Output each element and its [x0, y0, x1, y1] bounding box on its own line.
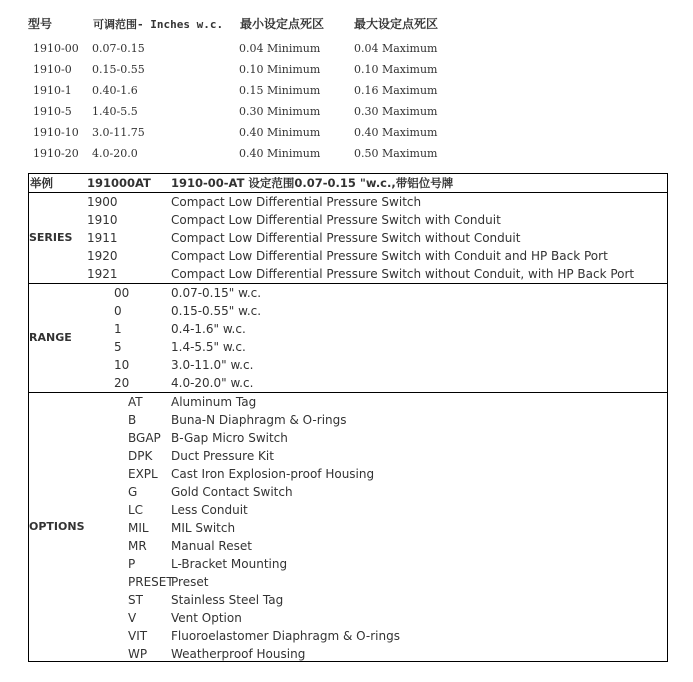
series-code: 1911: [87, 231, 118, 245]
list-item: [29, 393, 667, 411]
option-desc: Vent Option: [171, 611, 242, 625]
option-desc: Weatherproof Housing: [171, 647, 306, 661]
spec-min: 0.40 Minimum: [239, 126, 321, 139]
range-code: 00: [114, 286, 130, 300]
list-item: [29, 229, 667, 247]
spec-row: [0, 80, 693, 101]
list-item: [29, 356, 667, 374]
option-code: G: [128, 485, 138, 499]
range-code: 20: [114, 376, 130, 390]
option-code: P: [128, 557, 136, 571]
spec-range: 0.15-0.55: [92, 63, 145, 76]
list-item: [29, 465, 667, 483]
range-desc: 0.15-0.55" w.c.: [171, 304, 262, 318]
list-item: [29, 501, 667, 519]
range-code: 0: [114, 304, 122, 318]
option-code: BGAP: [128, 431, 161, 445]
option-desc: Gold Contact Switch: [171, 485, 293, 499]
spec-max: 0.16 Maximum: [354, 84, 438, 97]
range-code: 5: [114, 340, 122, 354]
example-description: 1910-00-AT 设定范围0.07-0.15 "w.c.,带铝位号牌: [171, 176, 454, 190]
option-code: AT: [128, 395, 143, 409]
series-desc: Compact Low Differential Pressure Switch without Conduit: [171, 231, 521, 245]
option-code: B: [128, 413, 137, 427]
option-desc: L-Bracket Mounting: [171, 557, 288, 571]
option-desc: MIL Switch: [171, 521, 236, 535]
spec-range: 0.40-1.6: [92, 84, 138, 97]
spec-max: 0.10 Maximum: [354, 63, 438, 76]
option-desc: Duct Pressure Kit: [171, 449, 274, 463]
option-code: EXPL: [128, 467, 158, 481]
range-code: 1: [114, 322, 122, 336]
spec-min: 0.15 Minimum: [239, 84, 321, 97]
spec-range: 4.0-20.0: [92, 147, 138, 160]
option-desc: Less Conduit: [171, 503, 248, 517]
series-desc: Compact Low Differential Pressure Switch: [171, 195, 422, 209]
option-code: PRESET: [128, 575, 174, 589]
option-desc: Cast Iron Explosion-proof Housing: [171, 467, 375, 481]
example-code: 191000AT: [87, 176, 151, 190]
list-item: [29, 447, 667, 465]
list-item: [29, 573, 667, 591]
range-label: RANGE: [29, 331, 72, 344]
option-code: DPK: [128, 449, 153, 463]
series-code: 1910: [87, 213, 118, 227]
range-desc: 3.0-11.0" w.c.: [171, 358, 254, 372]
spec-model: 1910-00: [33, 42, 79, 55]
list-item: [29, 302, 667, 320]
range-section: [29, 283, 667, 393]
range-desc: 0.07-0.15" w.c.: [171, 286, 262, 300]
spec-row: [0, 59, 693, 80]
list-item: [29, 374, 667, 392]
option-code: VIT: [128, 629, 148, 643]
series-code: 1920: [87, 249, 118, 263]
range-desc: 1.4-5.5" w.c.: [171, 340, 246, 354]
spec-min: 0.04 Minimum: [239, 42, 321, 55]
list-item: [29, 429, 667, 447]
option-desc: Buna-N Diaphragm & O-rings: [171, 413, 347, 427]
spec-header-range: 可调范围- Inches w.c.: [93, 18, 224, 31]
option-code: MR: [128, 539, 147, 553]
spec-row: [0, 101, 693, 122]
option-desc: Aluminum Tag: [171, 395, 257, 409]
option-desc: Manual Reset: [171, 539, 252, 553]
list-item: [29, 591, 667, 609]
list-item: [29, 247, 667, 265]
option-code: V: [128, 611, 137, 625]
list-item: [29, 609, 667, 627]
list-item: [29, 284, 667, 302]
spec-model: 1910-0: [33, 63, 72, 76]
spec-max: 0.04 Maximum: [354, 42, 438, 55]
list-item: [29, 320, 667, 338]
ordering-table: [28, 173, 668, 662]
spec-row: [0, 38, 693, 59]
spec-min: 0.40 Minimum: [239, 147, 321, 160]
list-item: [29, 627, 667, 645]
range-desc: 4.0-20.0" w.c.: [171, 376, 254, 390]
spec-model: 1910-1: [33, 84, 72, 97]
list-item: [29, 537, 667, 555]
list-item: [29, 555, 667, 573]
spec-range: 3.0-11.75: [92, 126, 145, 139]
spec-max: 0.30 Maximum: [354, 105, 438, 118]
list-item: [29, 645, 667, 663]
spec-row: [0, 122, 693, 143]
spec-range: 0.07-0.15: [92, 42, 145, 55]
list-item: [29, 338, 667, 356]
list-item: [29, 411, 667, 429]
spec-max: 0.50 Maximum: [354, 147, 438, 160]
series-desc: Compact Low Differential Pressure Switch with Conduit: [171, 213, 501, 227]
spec-max: 0.40 Maximum: [354, 126, 438, 139]
example-row: [29, 174, 667, 192]
option-code: ST: [128, 593, 143, 607]
list-item: [29, 211, 667, 229]
series-desc: Compact Low Differential Pressure Switch with Conduit and HP Back Port: [171, 249, 608, 263]
series-label: SERIES: [29, 231, 73, 244]
spec-model: 1910-10: [33, 126, 79, 139]
spec-row: [0, 143, 693, 164]
spec-min: 0.10 Minimum: [239, 63, 321, 76]
spec-range: 1.40-5.5: [92, 105, 138, 118]
range-code: 10: [114, 358, 130, 372]
series-desc: Compact Low Differential Pressure Switch without Conduit, with HP Back Port: [171, 267, 635, 281]
spec-header-max-deadband: 最大设定点死区: [354, 17, 439, 31]
option-desc: B-Gap Micro Switch: [171, 431, 288, 445]
list-item: [29, 483, 667, 501]
spec-min: 0.30 Minimum: [239, 105, 321, 118]
spec-header-model: 型号: [28, 17, 53, 31]
options-label: OPTIONS: [29, 520, 85, 533]
spec-header-min-deadband: 最小设定点死区: [240, 17, 325, 31]
range-desc: 0.4-1.6" w.c.: [171, 322, 246, 336]
example-label: 举例: [30, 176, 53, 190]
option-code: LC: [128, 503, 144, 517]
option-desc: Fluoroelastomer Diaphragm & O-rings: [171, 629, 400, 643]
spec-model: 1910-20: [33, 147, 79, 160]
option-desc: Stainless Steel Tag: [171, 593, 284, 607]
list-item: [29, 519, 667, 537]
option-code: MIL: [128, 521, 149, 535]
series-code: 1900: [87, 195, 118, 209]
spec-model: 1910-5: [33, 105, 72, 118]
series-section: [29, 192, 667, 284]
option-desc: Preset: [171, 575, 209, 589]
options-section: [29, 392, 667, 662]
option-code: WP: [128, 647, 148, 661]
series-code: 1921: [87, 267, 118, 281]
list-item: [29, 265, 667, 283]
list-item: [29, 193, 667, 211]
